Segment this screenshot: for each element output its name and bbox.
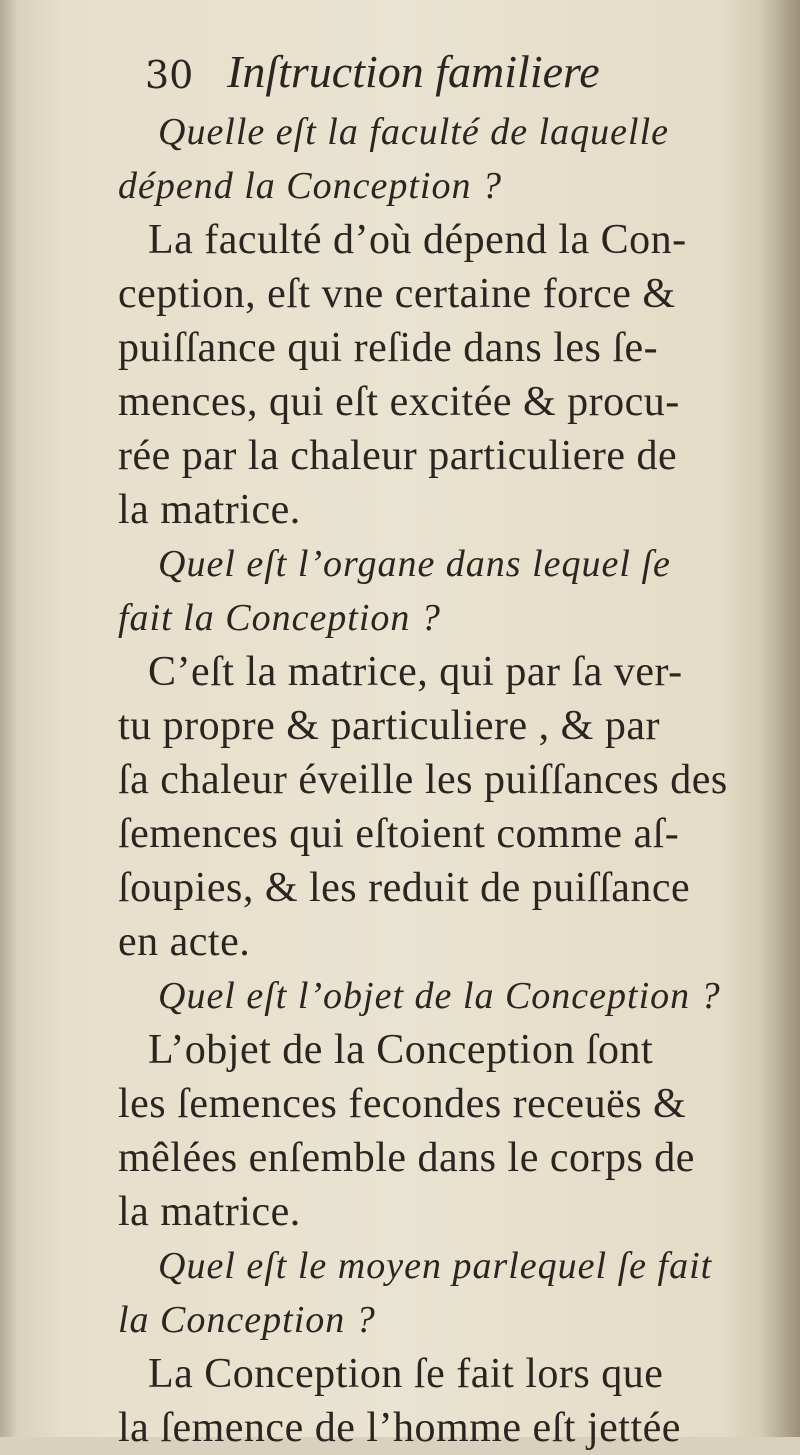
running-head [145,45,765,105]
question-line: dépend la Conception ? [118,165,502,207]
page-number: 30 [145,53,194,97]
gutter-shadow [0,0,18,1437]
answer-line: La Conception ſe fait lors que [148,1351,664,1397]
question-line: la Conception ? [118,1299,376,1341]
answer-line: la ſemence de l’homme eſt jettée [118,1405,681,1451]
question-line: Quelle eſt la faculté de laquelle [158,111,670,153]
answer-line: puiſſance qui reſide dans les ſe- [118,325,659,371]
answer-line: ception, eſt vne certaine force & [118,271,676,317]
question-line: Quel eſt l’organe dans lequel ſe [158,543,671,585]
question-line: fait la Conception ? [118,597,441,639]
answer-line: ſa chaleur éveille les puiſſances des [118,757,728,803]
answer-line: L’objet de la Conception ſont [148,1027,654,1073]
body-text [118,105,768,1455]
question-line: Quel eſt l’objet de la Conception ? [158,975,721,1017]
answer-line: La faculté d’où dépend la Con- [148,217,687,263]
answer-line: ſoupies, & les reduit de puiſſance [118,865,691,911]
question-line: Quel eſt le moyen parlequel ſe fait [158,1245,713,1287]
answer-line: en acte. [118,919,251,965]
answer-line: C’eſt la matrice, qui par ſa ver- [148,649,683,695]
answer-line: rée par la chaleur particuliere de [118,433,678,479]
answer-line: mences, qui eſt excitée & procu- [118,379,680,425]
answer-line: la matrice. [118,487,301,533]
answer-line: la matrice. [118,1189,301,1235]
answer-line: mêlées enſemble dans le corps de [118,1135,695,1181]
answer-line: tu propre & particuliere , & par [118,703,660,749]
answer-line: ſemences qui eſtoient comme aſ- [118,811,680,857]
running-title: Inſtruction familiere [227,46,600,97]
answer-line: les ſemences fecondes receuës & [118,1081,687,1127]
